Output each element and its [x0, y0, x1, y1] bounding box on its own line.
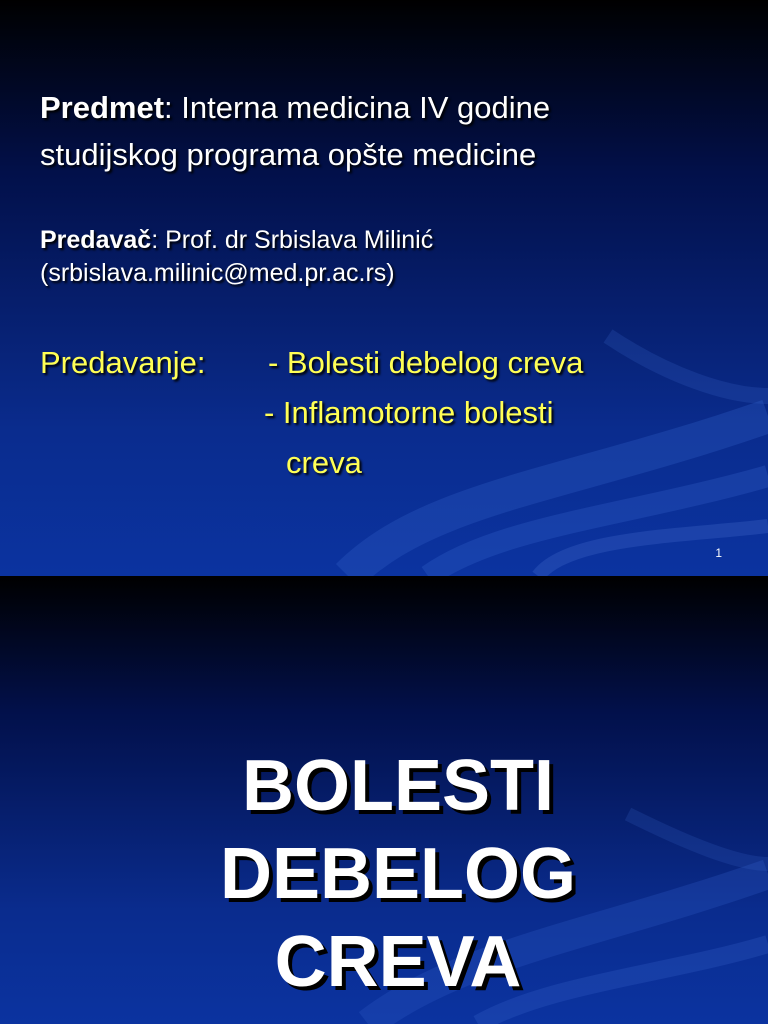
lecture-row-2: [40, 390, 740, 440]
page-number: 1: [715, 546, 722, 560]
title-line-1: BOLESTI: [241, 746, 554, 826]
lecturer-line: [40, 224, 740, 257]
lecture-item-2-line-2: creva: [286, 445, 362, 480]
lecturer-label: Predavač: [40, 226, 152, 254]
lecturer-separator: :: [151, 226, 166, 254]
subject-separator: :: [164, 90, 182, 125]
lecture-row-1: [40, 340, 740, 390]
subject-line-1: [40, 84, 740, 131]
lecturer-email: (srbislava.milinic@med.pr.ac.rs): [40, 259, 395, 287]
subject-label: Predmet: [40, 90, 165, 125]
subject-text-line-2: studijskog programa opšte medicine: [40, 137, 537, 172]
lecture-block: [40, 340, 740, 490]
lecture-item-1: - Bolesti debelog creva: [268, 345, 584, 380]
title-line-3: CREVA: [274, 922, 522, 1002]
lecture-label: Predavanje:: [40, 345, 206, 380]
subject-text-line-1: Interna medicina IV godine: [181, 90, 551, 125]
slide-2: [0, 576, 768, 1024]
lecture-row-3: [40, 440, 740, 490]
slide-title: [0, 742, 768, 1006]
title-line-2: DEBELOG: [219, 834, 577, 914]
lecturer-block: [40, 224, 740, 290]
lecture-item-2-line-1: - Inflamotorne bolesti: [264, 395, 554, 430]
lecturer-name: Prof. dr Srbislava Milinić: [165, 226, 434, 254]
subject-block: [40, 84, 740, 178]
